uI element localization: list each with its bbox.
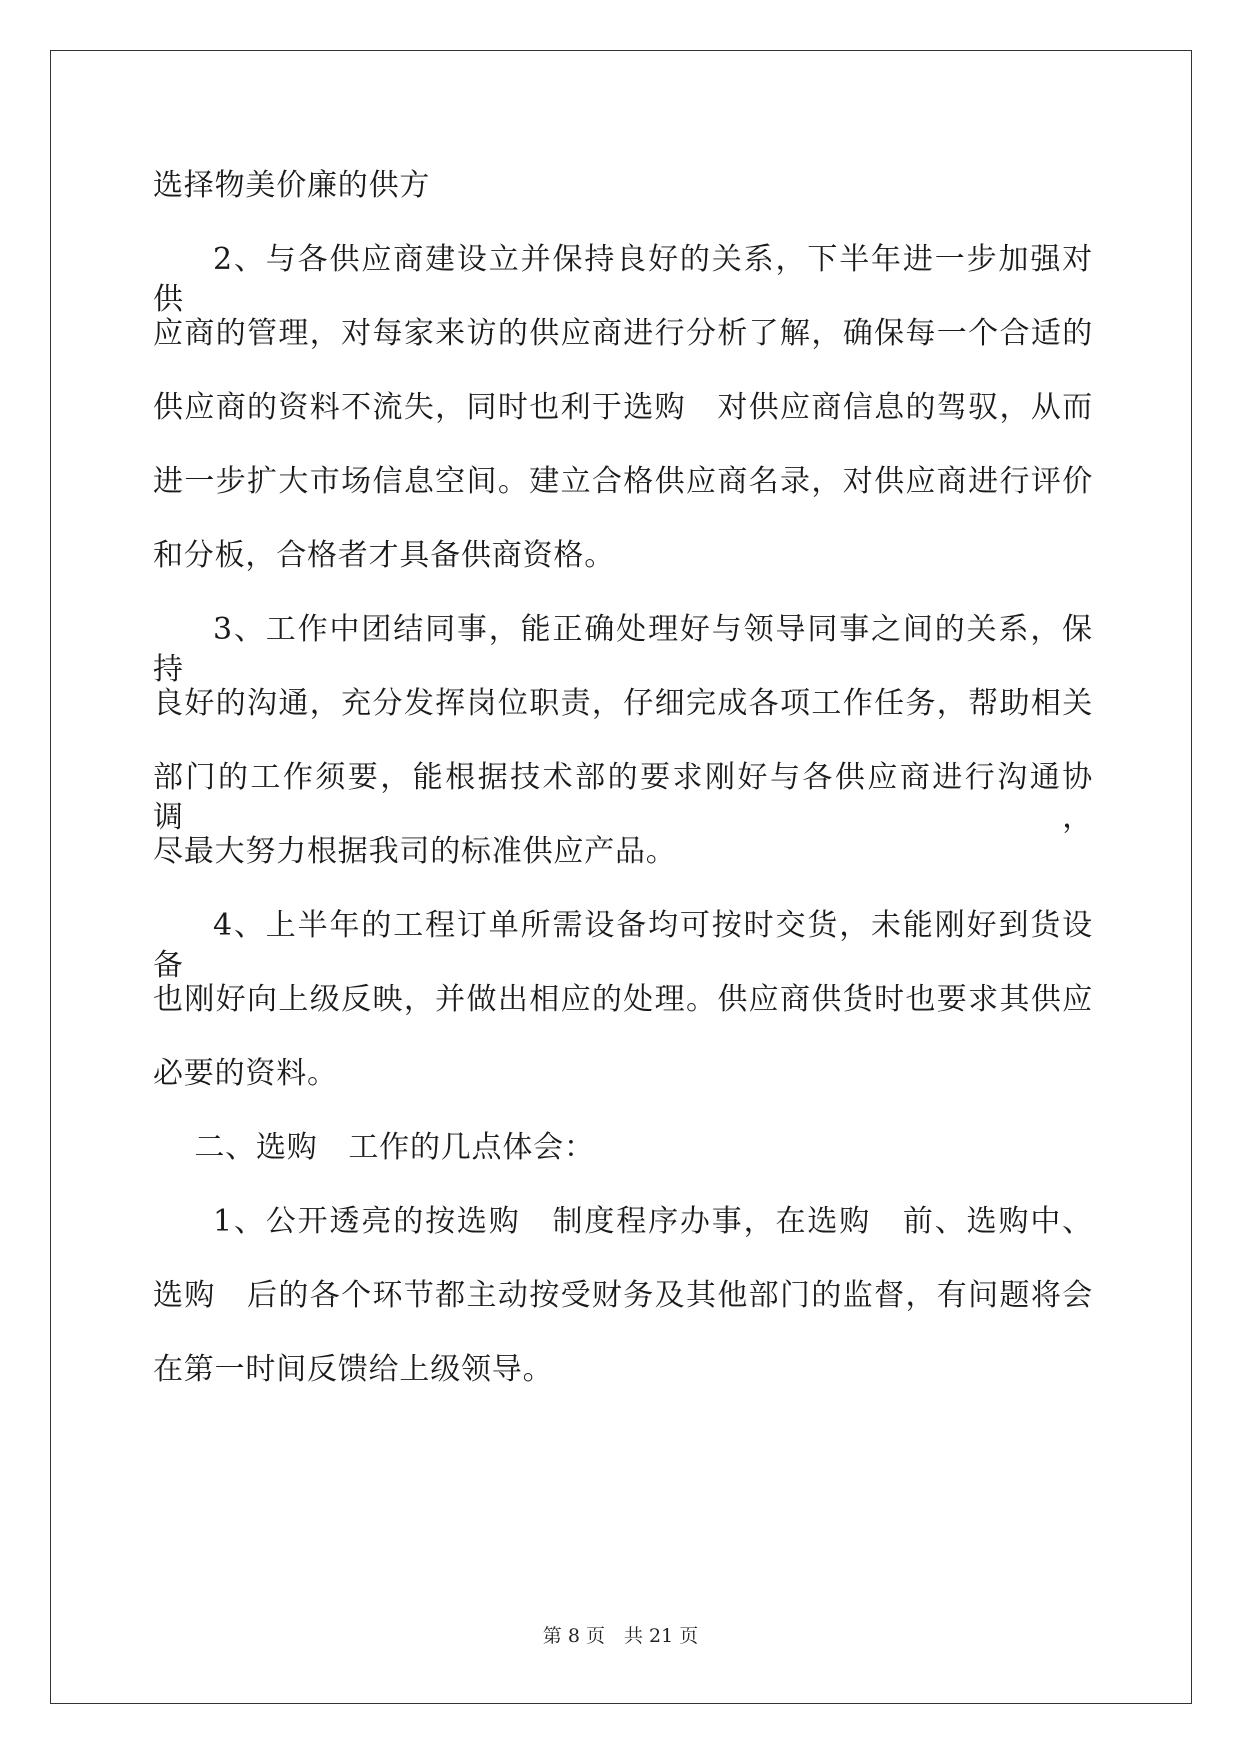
- text-line-15: 1、公开透亮的按选购 制度程序办事，在选购 前、选购中、: [213, 1204, 1093, 1239]
- text-line-5: 进一步扩大市场信息空间。建立合格供应商名录，对供应商进行评价: [153, 464, 1093, 499]
- text-line-8: 良好的沟通，充分发挥岗位职责，仔细完成各项工作任务，帮助相关: [153, 686, 1093, 721]
- text-line-4: 供应商的资料不流失，同时也利于选购 对供应商信息的驾驭，从而: [153, 390, 1093, 425]
- text-line-14: 二、选购 工作的几点体会：: [153, 1130, 595, 1165]
- text-line-12: 也刚好向上级反映，并做出相应的处理。供应商供货时也要求其供应: [153, 982, 1093, 1017]
- page-footer: [0, 1624, 1241, 1648]
- text-line-7: 3、工作中团结同事，能正确处理好与领导同事之间的关系，保持: [153, 612, 1093, 687]
- text-line-10: 尽最大努力根据我司的标准供应产品。: [153, 834, 677, 869]
- text-line-13: 必要的资料。: [153, 1056, 338, 1091]
- text-line-2: 2、与各供应商建设立并保持良好的关系，下半年进一步加强对供: [153, 242, 1093, 317]
- text-line-9: 部门的工作须要，能根据技术部的要求刚好与各供应商进行沟通协调，: [153, 760, 1093, 835]
- text-line-3: 应商的管理，对每家来访的供应商进行分析了解，确保每一个合适的: [153, 316, 1093, 351]
- page-border: [50, 50, 1192, 1704]
- text-line-1: 选择物美价廉的供方: [153, 168, 431, 203]
- page-number-label: 第 8 页 共 21 页: [542, 1625, 699, 1647]
- text-line-16: 选购 后的各个环节都主动按受财务及其他部门的监督，有问题将会: [153, 1278, 1093, 1313]
- text-line-11: 4、上半年的工程订单所需设备均可按时交货，未能刚好到货设备: [153, 908, 1093, 983]
- text-line-6: 和分板，合格者才具备供商资格。: [153, 538, 615, 573]
- text-line-17: 在第一时间反馈给上级领导。: [153, 1352, 554, 1387]
